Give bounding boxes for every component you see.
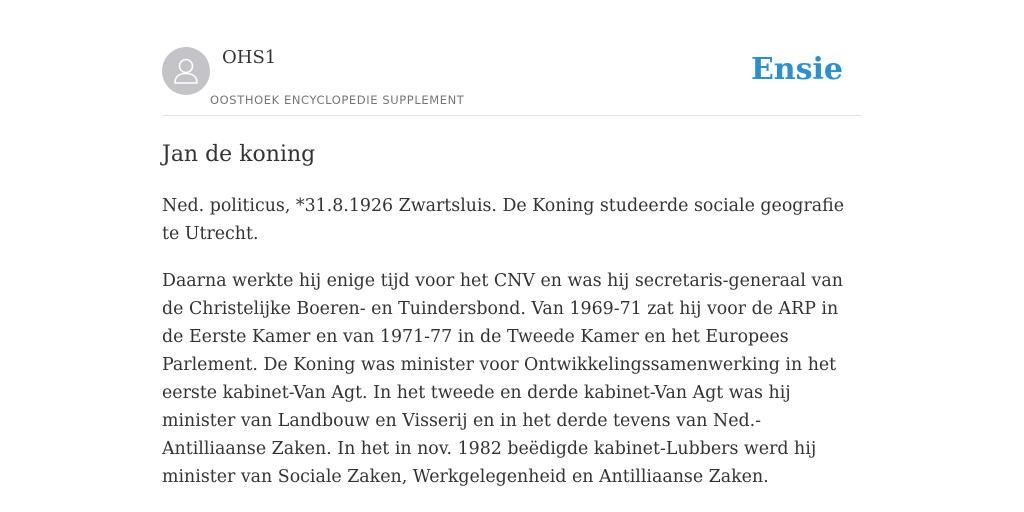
- article-title: Jan de koning: [162, 142, 316, 167]
- user-avatar-icon: [162, 47, 210, 95]
- avatar[interactable]: [162, 47, 210, 95]
- brand-logo[interactable]: Ensie: [750, 52, 843, 87]
- page-header: [162, 47, 862, 116]
- article-paragraph: Ned. politicus, *31.8.1926 Zwartsluis. De Koning studeerde sociale geografie te Utrecht.: [162, 196, 845, 244]
- source-label[interactable]: OOSTHOEK ENCYCLOPEDIE SUPPLEMENT: [210, 93, 465, 107]
- article-body: [162, 192, 862, 510]
- username-link[interactable]: OHS1: [222, 47, 277, 68]
- article-paragraph: Daarna werkte hij enige tijd voor het CNV en was hij secretaris-generaal van de Christelijke Boeren- en Tuindersbond. Van 1969-71 zat hij voor de ARP in de Eerste Kamer en van 1971-77 in de Tweede Kamer en het Europees Parlement. De Koning was minister voor Ontwikkelingssamenwerking in het eerste kabinet-Van Agt. In het tweede en derde kabinet-Van Agt was hij minister van Landbouw en Visserij en in het derde tevens van Ned.-Antilliaanse Zaken. In het in nov. 1982 beëdigde kabinet-Lubbers werd hij minister van Sociale Zaken, Werkgelegenheid en Antilliaanse Zaken.: [162, 271, 843, 487]
